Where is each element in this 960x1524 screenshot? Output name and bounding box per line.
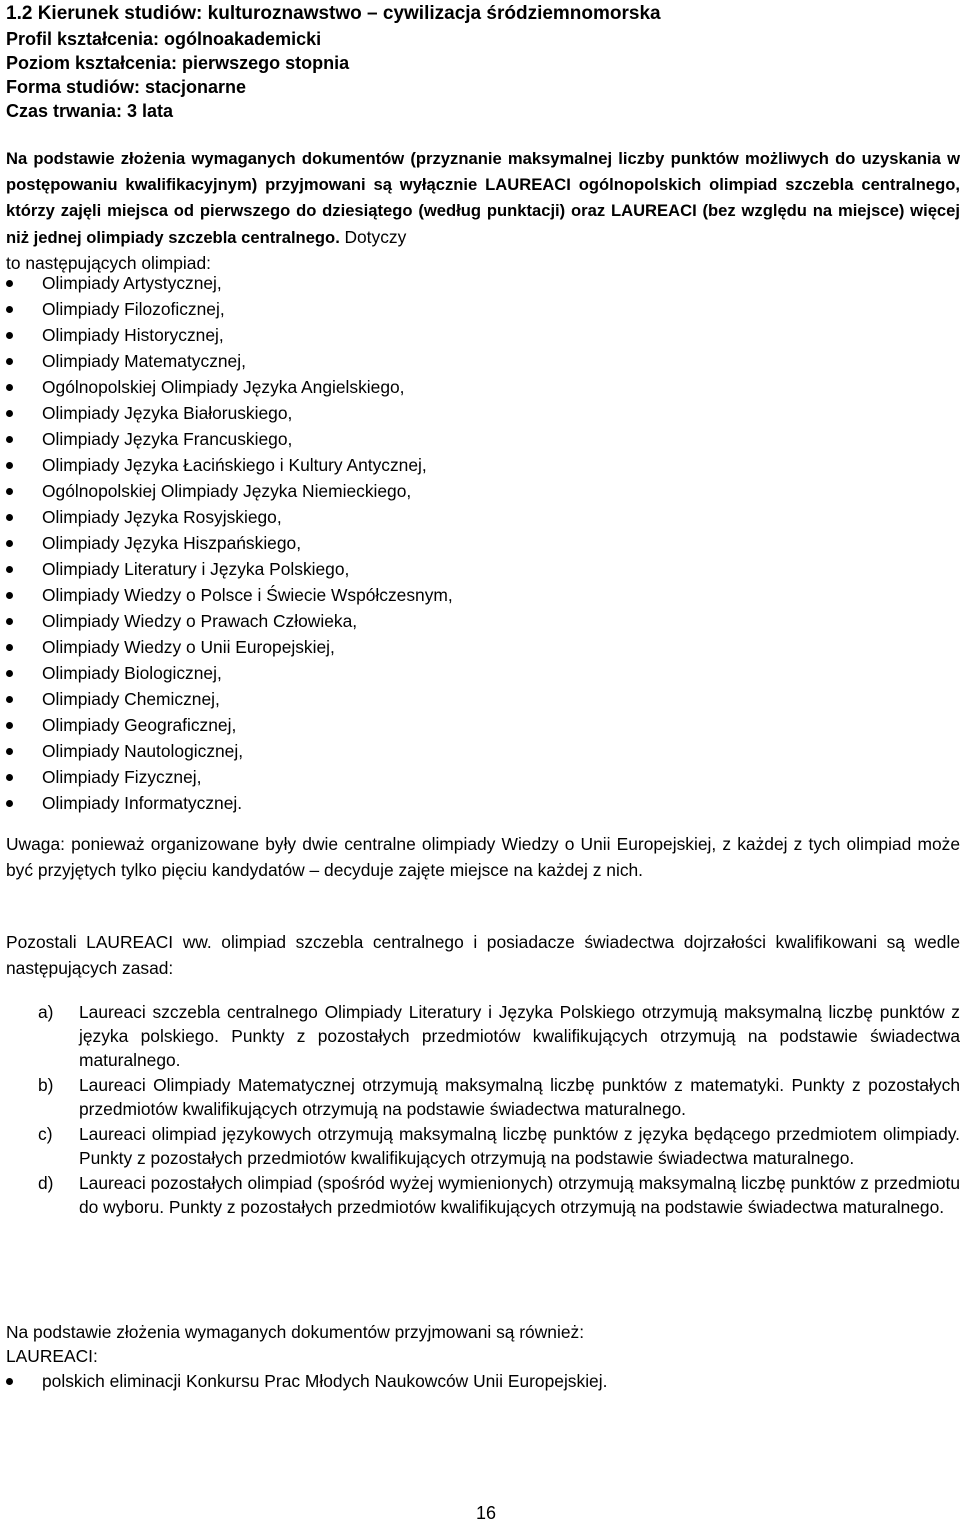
rule-text: Laureaci pozostałych olimpiad (spośród wyżej wymienionych) otrzymują maksymalną liczbę punktów z przedmiotu do wyboru. Punkty z pozostałych przedmiotów kwalifikujących otrzymują na podstawie świadectwa maturalnego. [79,1173,960,1217]
rule-item [6,1073,960,1121]
bullet-icon [6,670,13,677]
olympiad-list-item [6,348,453,374]
olympiad-list-item [6,556,453,582]
olympiad-list-item [6,712,453,738]
olympiad-name: Olimpiady Wiedzy o Polsce i Świecie Współczesnym, [42,585,453,605]
bullet-icon [6,618,13,625]
additional-list-item [6,1368,607,1394]
bullet-icon [6,644,13,651]
bullet-icon [6,332,13,339]
rule-marker: a) [38,1002,54,1022]
bullet-icon [6,306,13,313]
olympiad-name: Olimpiady Języka Hiszpańskiego, [42,533,302,553]
additional-list [6,1368,607,1394]
olympiad-list-item [6,270,453,296]
bullet-icon [6,800,13,807]
rule-text: Laureaci szczebla centralnego Olimpiady Literatury i Języka Polskiego otrzymują maksymalną liczbę punktów z języka polskiego. Punkty z pozostałych przedmiotów kwalifikujących otrzymują na podstawie świadectwa maturalnego. [79,1002,960,1070]
olympiad-name: Olimpiady Informatycznej. [42,793,243,813]
olympiad-name: Olimpiady Matematycznej, [42,351,246,371]
form-line: Forma studiów: stacjonarne [6,77,247,97]
profile-line: Profil kształcenia: ogólnoakademicki [6,29,322,49]
rule-item [6,1000,960,1072]
olympiad-name: Ogólnopolskiej Olimpiady Języka Angielskiego, [42,377,405,397]
field-of-study-heading: 1.2 Kierunek studiów: kulturoznawstwo – cywilizacja śródziemnomorska [6,3,661,24]
bullet-icon [6,514,13,521]
bullet-icon [6,540,13,547]
intro-text: Na podstawie złożenia wymaganych dokumentów (przyznanie maksymalnej liczby punktów możliwych do uzyskania w postępowaniu kwalifikacyjnym) przyjmowani są wyłącznie LAUREACI ogólnopolskich olimpiad szczebla centralnego, którzy zajęli miejsca od pierwszego do dziesiątego (według punktacji) oraz LAUREACI (bez względu na miejsce) więcej niż jednej olimpiady szczebla centralnego. [6,149,960,247]
olympiad-list-item [6,452,453,478]
olympiad-list-item [6,504,453,530]
bullet-icon [6,696,13,703]
olympiad-list-item [6,634,453,660]
others-paragraph: Pozostali LAUREACI ww. olimpiad szczebla centralnego i posiadacze świadectwa dojrzałości kwalifikowani są wedle następujących zasad: [6,932,960,978]
bullet-icon [6,358,13,365]
also-intro: Na podstawie złożenia wymaganych dokumentów przyjmowani są również: [6,1322,585,1342]
olympiad-list-item [6,660,453,686]
level-line: Poziom kształcenia: pierwszego stopnia [6,53,350,73]
page-number: 16 [476,1503,497,1523]
rule-marker: d) [38,1173,54,1193]
intro-paragraph [6,146,960,251]
bullet-icon [6,488,13,495]
olympiad-list-item [6,478,453,504]
rule-text: Laureaci olimpiad językowych otrzymują maksymalną liczbę punktów z języka będącego przedmiotem olimpiady. Punkty z pozostałych przedmiotów kwalifikujących otrzymują na podstawie świadectwa maturalnego. [79,1124,960,1168]
olympiad-name: Olimpiady Biologicznej, [42,663,222,683]
olympiad-list-item [6,738,453,764]
duration-line: Czas trwania: 3 lata [6,101,174,121]
olympiad-name: Olimpiady Języka Francuskiego, [42,429,293,449]
rule-text: Laureaci Olimpiady Matematycznej otrzymują maksymalną liczbę punktów z matematyki. Punkty z pozostałych przedmiotów kwalifikujących otrzymują na podstawie świadectwa maturalnego. [79,1075,960,1119]
olympiad-name: Olimpiady Języka Łacińskiego i Kultury Antycznej, [42,455,427,475]
olympiad-list-item [6,426,453,452]
olympiad-name: Olimpiady Języka Rosyjskiego, [42,507,282,527]
olympiad-list-item [6,530,453,556]
bullet-icon [6,384,13,391]
olympiad-list-item [6,400,453,426]
olympiad-name: Olimpiady Fizycznej, [42,767,202,787]
olympiad-name: Olimpiady Nautologicznej, [42,741,244,761]
olympiad-name: Olimpiady Chemicznej, [42,689,220,709]
rule-item [6,1122,960,1170]
olympiad-list [6,270,453,816]
olympiad-list-item [6,582,453,608]
bullet-icon [6,1378,13,1385]
rule-marker: b) [38,1075,54,1095]
laureates-label: LAUREACI: [6,1346,98,1366]
olympiad-name: Olimpiady Geograficznej, [42,715,237,735]
note-paragraph: Uwaga: ponieważ organizowane były dwie centralne olimpiady Wiedzy o Unii Europejskiej, z każdej z tych olimpiad może być przyjętych tylko pięciu kandydatów – decyduje zajęte miejsce na każdej z nich. [6,834,960,880]
additional-item-text: polskich eliminacji Konkursu Prac Młodych Naukowców Unii Europejskiej. [42,1371,608,1391]
olympiad-name: Olimpiady Wiedzy o Prawach Człowieka, [42,611,358,631]
bullet-icon [6,748,13,755]
bullet-icon [6,774,13,781]
olympiad-list-item [6,608,453,634]
rule-marker: c) [38,1124,53,1144]
rules-list [6,1000,960,1219]
olympiad-name: Olimpiady Języka Białoruskiego, [42,403,293,423]
intro-continuation: to następujących olimpiad: [6,253,211,273]
olympiad-name: Olimpiady Literatury i Języka Polskiego, [42,559,350,579]
olympiad-list-item [6,764,453,790]
olympiad-list-item [6,686,453,712]
olympiad-name: Olimpiady Wiedzy o Unii Europejskiej, [42,637,335,657]
intro-tail: Dotyczy [344,227,407,247]
olympiad-list-item [6,296,453,322]
olympiad-name: Olimpiady Historycznej, [42,325,224,345]
olympiad-list-item [6,322,453,348]
bullet-icon [6,280,13,287]
bullet-icon [6,410,13,417]
bullet-icon [6,462,13,469]
olympiad-name: Olimpiady Artystycznej, [42,273,222,293]
olympiad-name: Ogólnopolskiej Olimpiady Języka Niemieckiego, [42,481,412,501]
bullet-icon [6,436,13,443]
olympiad-list-item [6,790,453,816]
bullet-icon [6,722,13,729]
olympiad-name: Olimpiady Filozoficznej, [42,299,225,319]
rule-item [6,1171,960,1219]
bullet-icon [6,592,13,599]
bullet-icon [6,566,13,573]
olympiad-list-item [6,374,453,400]
